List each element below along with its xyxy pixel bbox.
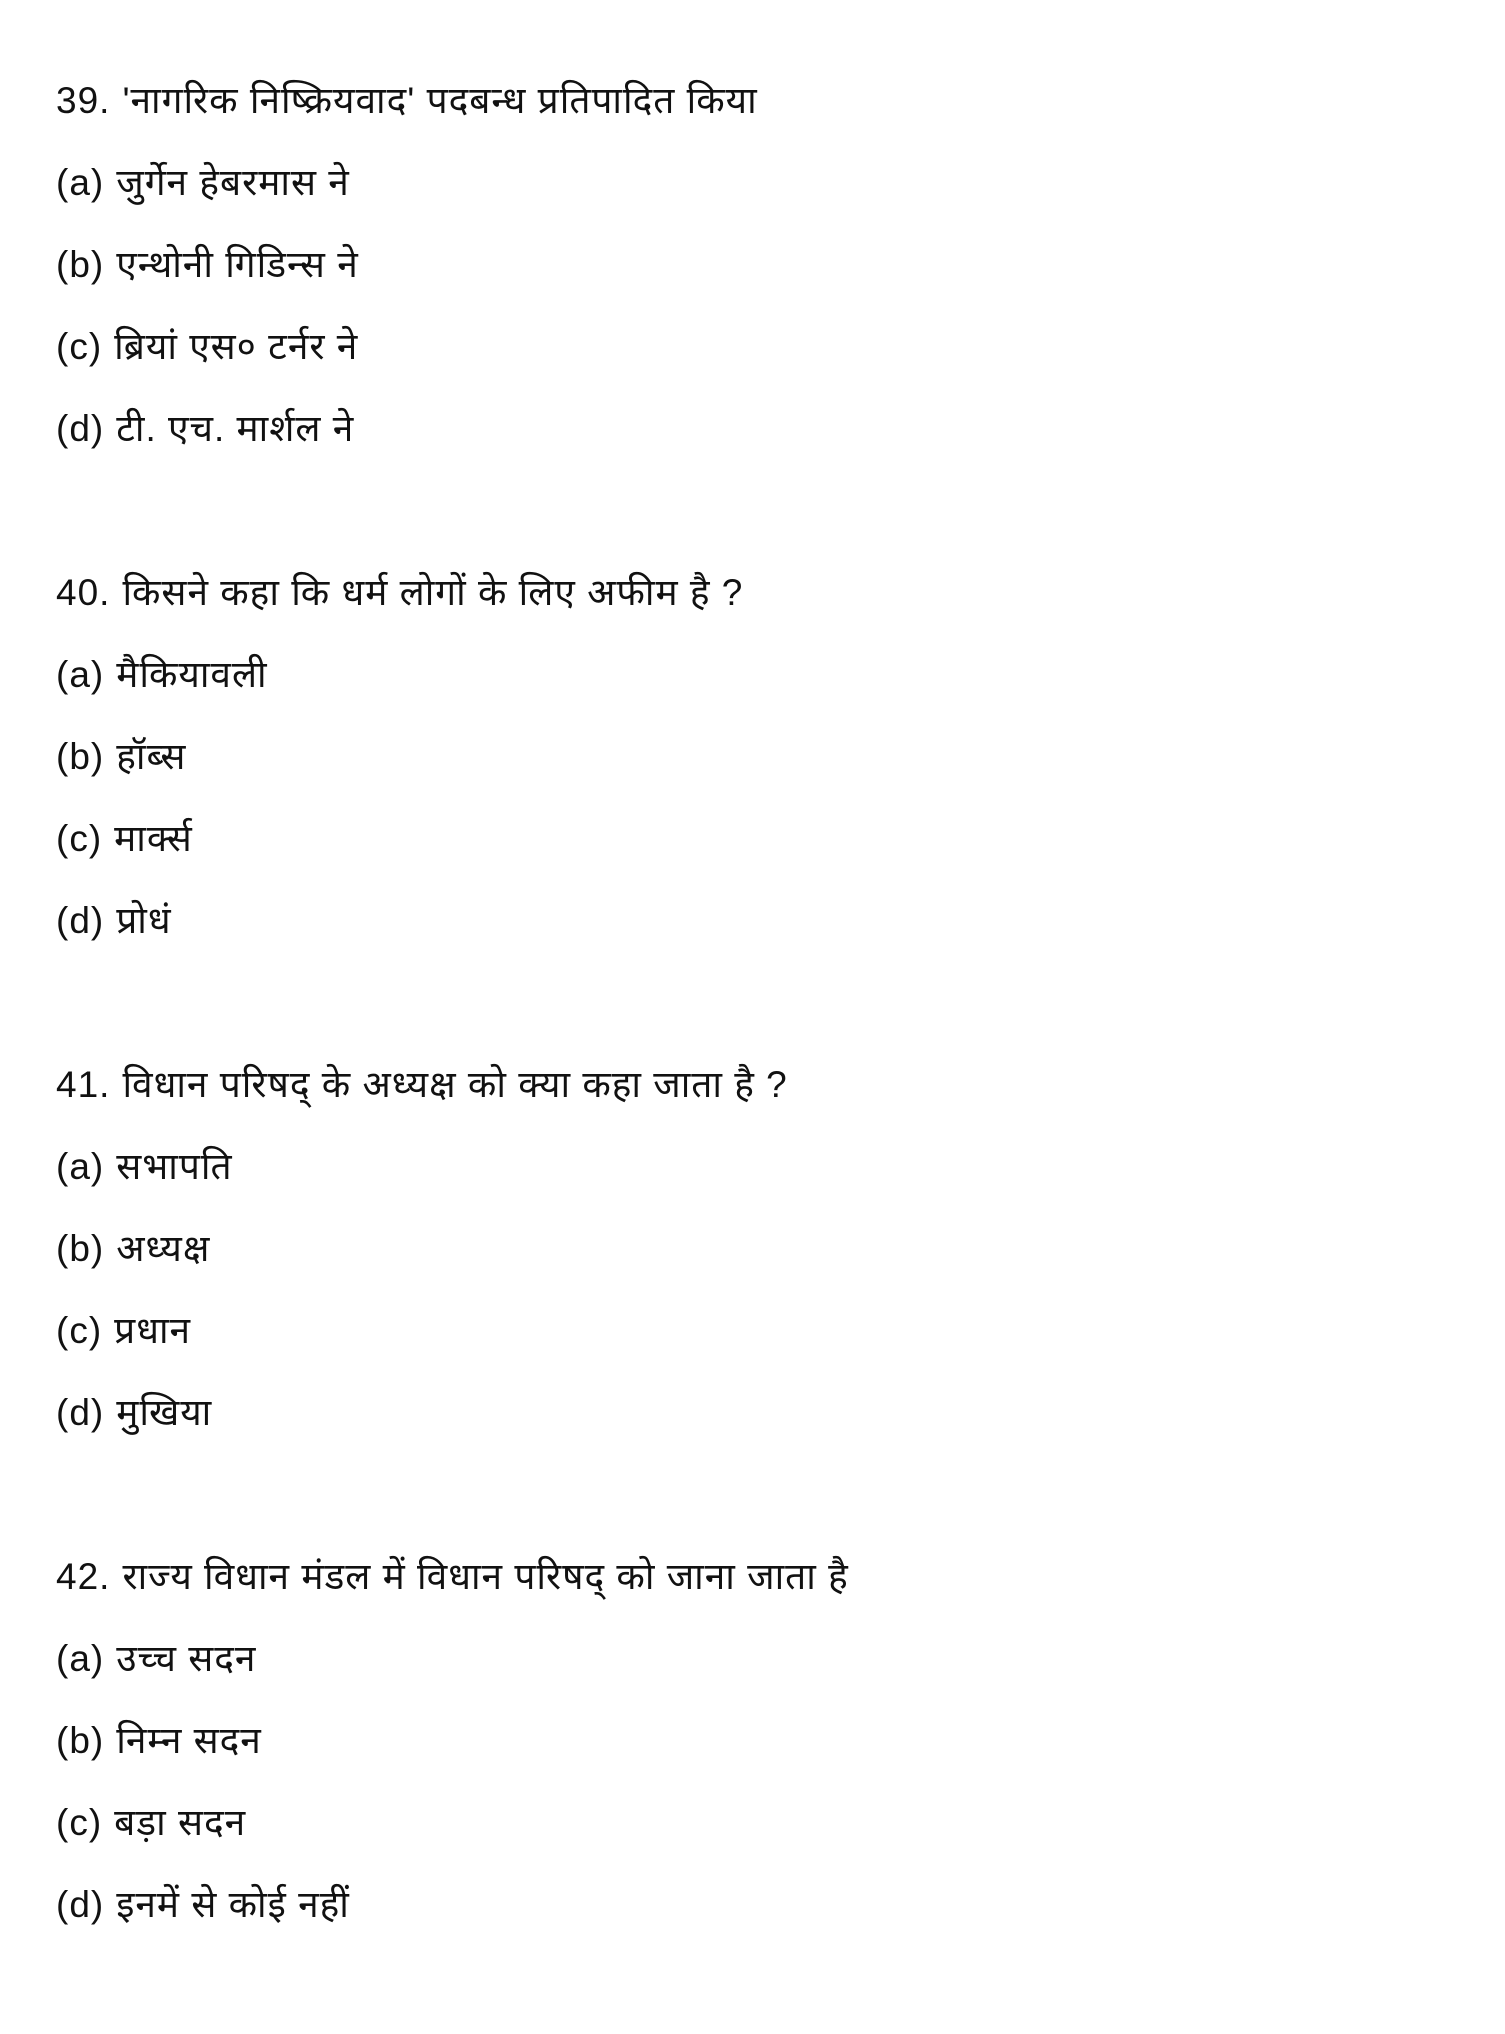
answer-option (56, 388, 1465, 470)
question-stem (56, 552, 1465, 634)
option-text: अध्यक्ष (116, 1228, 211, 1269)
answer-option (56, 880, 1465, 962)
option-label: (c) (56, 818, 103, 859)
option-text: इनमें से कोई नहीं (116, 1884, 350, 1925)
option-label: (b) (56, 244, 105, 285)
answer-option (56, 142, 1465, 224)
option-text: सभापति (116, 1146, 233, 1187)
question-block (56, 1044, 1465, 1454)
option-text: मुखिया (116, 1392, 213, 1433)
question-number: 41. (56, 1064, 111, 1105)
option-label: (b) (56, 1720, 105, 1761)
question-stem (56, 60, 1465, 142)
option-text: प्रोधं (116, 900, 172, 941)
question-number: 39. (56, 80, 111, 121)
answer-option (56, 306, 1465, 388)
answer-option (56, 634, 1465, 716)
question-block (56, 552, 1465, 962)
question-block (56, 1536, 1465, 1946)
option-label: (b) (56, 1228, 105, 1269)
option-text: जुर्गेन हेबरमास ने (116, 162, 350, 203)
option-label: (c) (56, 1310, 103, 1351)
question-number: 42. (56, 1556, 111, 1597)
option-label: (a) (56, 162, 105, 203)
answer-option (56, 1290, 1465, 1372)
answer-option (56, 1208, 1465, 1290)
question-text: 'नागरिक निष्क्रियवाद' पदबन्ध प्रतिपादित किया (122, 80, 758, 121)
option-text: प्रधान (114, 1310, 192, 1351)
answer-option (56, 1700, 1465, 1782)
option-text: उच्च सदन (116, 1638, 257, 1679)
answer-option (56, 1618, 1465, 1700)
option-label: (c) (56, 1802, 103, 1843)
option-label: (c) (56, 326, 103, 367)
option-text: निम्न सदन (116, 1720, 262, 1761)
question-text: राज्य विधान मंडल में विधान परिषद् को जाना जाता है (122, 1556, 849, 1597)
question-page (56, 60, 1465, 2028)
answer-option (56, 1864, 1465, 1946)
option-label: (a) (56, 1638, 105, 1679)
answer-option (56, 1782, 1465, 1864)
question-text: किसने कहा कि धर्म लोगों के लिए अफीम है ? (122, 572, 744, 613)
question-number: 40. (56, 572, 111, 613)
option-label: (d) (56, 408, 105, 449)
option-label: (a) (56, 1146, 105, 1187)
option-label: (d) (56, 1392, 105, 1433)
answer-option (56, 224, 1465, 306)
option-text: ब्रियां एस० टर्नर ने (114, 326, 359, 367)
answer-option (56, 798, 1465, 880)
answer-option (56, 1126, 1465, 1208)
option-text: हॉब्स (116, 736, 187, 777)
option-text: बड़ा सदन (114, 1802, 247, 1843)
option-text: टी. एच. मार्शल ने (116, 408, 355, 449)
option-label: (d) (56, 900, 105, 941)
option-label: (b) (56, 736, 105, 777)
answer-option (56, 716, 1465, 798)
answer-option (56, 1372, 1465, 1454)
option-text: मैकियावली (116, 654, 268, 695)
option-text: मार्क्स (114, 818, 193, 859)
question-block (56, 60, 1465, 470)
question-stem (56, 1536, 1465, 1618)
option-label: (d) (56, 1884, 105, 1925)
option-label: (a) (56, 654, 105, 695)
question-stem (56, 1044, 1465, 1126)
question-text: विधान परिषद् के अध्यक्ष को क्या कहा जाता है ? (122, 1064, 788, 1105)
option-text: एन्थोनी गिडिन्स ने (116, 244, 359, 285)
